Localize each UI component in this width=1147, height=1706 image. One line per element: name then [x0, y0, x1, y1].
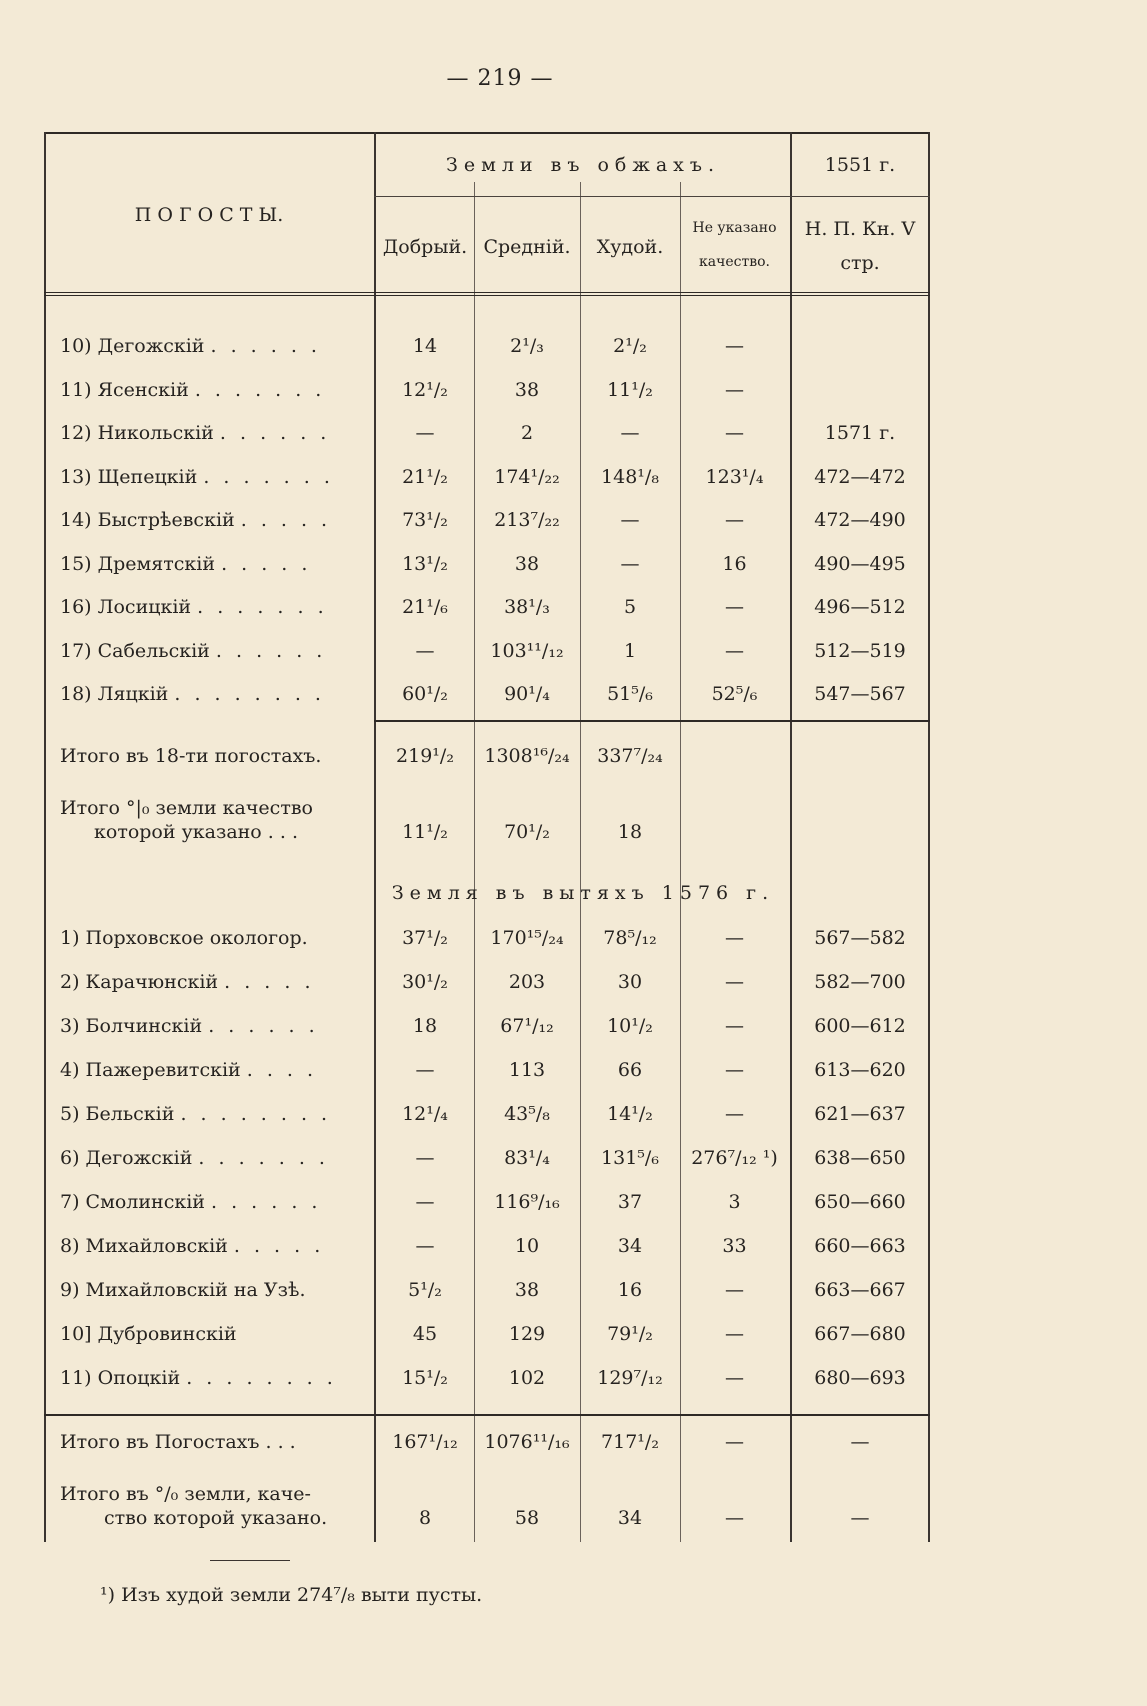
table-row [44, 1094, 930, 1134]
total1-bad: 337⁷/₂₄ [597, 745, 663, 767]
na-value: 16 [722, 552, 747, 575]
ref-value: 512—519 [814, 639, 906, 662]
good-value: 13¹/₂ [402, 552, 448, 575]
pct1-label-line2: которой указано . . . [94, 821, 298, 843]
pct2-ref: — [850, 1507, 870, 1529]
bad-value: 66 [617, 1059, 643, 1081]
total1-good: 219¹/₂ [396, 745, 454, 767]
leader-dots: . . . . . . . . [186, 1367, 337, 1389]
ref-value: 650—660 [814, 1191, 906, 1213]
table-row [44, 1138, 930, 1178]
header-bad: Худой. [596, 236, 664, 258]
ref-value: 490—495 [814, 552, 906, 575]
mid-value: 170¹⁵/₂₄ [490, 927, 564, 949]
total1-mid: 1308¹⁶/₂₄ [484, 745, 570, 767]
pogost-name-text: 7) Смолинскiй [60, 1191, 205, 1213]
na-value: — [725, 1279, 744, 1301]
section2-total-rule [44, 1414, 930, 1416]
total1-row [44, 736, 930, 776]
na-value: 123¹/₄ [705, 465, 764, 488]
na-value: — [725, 1367, 744, 1389]
pct2-bad: 34 [617, 1507, 643, 1529]
good-value: — [415, 1191, 435, 1213]
mid-value: 2¹/₃ [510, 335, 544, 357]
na-value: — [725, 335, 744, 357]
table-row [44, 1050, 930, 1090]
table-row [44, 1270, 930, 1310]
na-value: — [725, 1059, 744, 1081]
pogost-name-text: 2) Карачюнскiй [60, 971, 219, 993]
mid-value: 102 [508, 1367, 546, 1389]
table-row [44, 326, 930, 366]
header-na-line1: Не указано [692, 220, 777, 236]
leader-dots: . . . . . . [219, 422, 331, 444]
pogost-name-text: 5) Бельскiй [60, 1103, 175, 1125]
table-row [44, 962, 930, 1002]
na-value: — [725, 1015, 744, 1037]
land-table [44, 132, 930, 1542]
pct2-good: 8 [418, 1507, 432, 1529]
good-value: 73¹/₂ [402, 509, 448, 531]
pogost-name-text: 11) Опоцкiй [60, 1367, 181, 1389]
na-value: 52⁵/₆ [711, 683, 758, 705]
mid-value: 10 [514, 1235, 540, 1257]
pogost-name-text: 17) Сабельскiй [60, 639, 210, 662]
ref-value: 660—663 [814, 1235, 906, 1257]
bad-value: 37 [617, 1191, 643, 1213]
na-value: — [725, 596, 744, 618]
pogost-name [60, 1270, 400, 1310]
bad-value: 129⁷/₁₂ [597, 1367, 663, 1389]
ref-value: 621—637 [814, 1103, 906, 1125]
total2-na: — [725, 1431, 744, 1453]
mid-value: 103¹¹/₁₂ [490, 639, 564, 662]
leader-dots: . . . . . . . [198, 1147, 329, 1169]
leader-dots: . . . . . . . [203, 465, 334, 488]
table-row [44, 544, 930, 584]
na-value: — [725, 927, 744, 949]
pogost-name [60, 326, 400, 366]
mid-value: 203 [508, 971, 546, 993]
good-value: 5¹/₂ [408, 1279, 442, 1301]
bad-value: 131⁵/₆ [601, 1147, 659, 1169]
mid-value: 38 [514, 1279, 540, 1301]
ref-value: 667—680 [814, 1323, 906, 1345]
pct2-mid: 58 [514, 1507, 540, 1529]
table-row [44, 587, 930, 627]
leader-dots: . . . . . . [208, 1015, 319, 1037]
bad-value: 1 [623, 639, 637, 662]
table-row [44, 1006, 930, 1046]
good-value: 12¹/₂ [402, 378, 448, 401]
header-mid: Среднiй. [483, 236, 571, 258]
ref-value: 1571 г. [824, 422, 896, 444]
pogost-name [60, 1226, 400, 1266]
header-subrule [374, 196, 930, 197]
pogost-name-text: 3) Болчинскiй [60, 1015, 203, 1037]
pct2-na: — [725, 1507, 744, 1529]
header-ref-line1: Н. П. Кн. V [804, 218, 916, 240]
pogost-name-text: 4) Пажеревитскiй [60, 1059, 241, 1081]
footnote: ¹) Изъ худой земли 274⁷/₈ выти пусты. [100, 1584, 483, 1606]
good-value: 18 [412, 1015, 438, 1037]
bad-value: 30 [617, 971, 643, 993]
pogost-name [60, 962, 400, 1002]
pogost-name-text: 8) Михайловскiй [60, 1235, 228, 1257]
table-row [44, 1226, 930, 1266]
pogost-name-text: 18) Ляцкiй [60, 683, 169, 705]
header-ref-line2: стр. [840, 252, 880, 274]
na-value: — [725, 1103, 744, 1125]
pogost-name [60, 1138, 400, 1178]
good-value: — [415, 1059, 435, 1081]
pogost-name-text: 12) Никольскiй [60, 422, 214, 444]
header-pogosty: П О Г О С Т Ы. [134, 204, 284, 226]
na-value: — [725, 971, 744, 993]
table-row [44, 918, 930, 958]
bad-value: 2¹/₂ [613, 335, 647, 357]
total2-label: Итого въ Погостахъ . . . [60, 1431, 296, 1453]
pogost-name [60, 631, 400, 671]
page-number: — 219 — [446, 66, 554, 91]
pogost-name [60, 457, 400, 497]
header-bottom-rule [44, 292, 930, 296]
mid-value: 38 [514, 552, 540, 575]
table-row [44, 1314, 930, 1354]
na-value: — [725, 639, 744, 662]
ref-value: 472—490 [814, 509, 906, 531]
total2-bad: 717¹/₂ [601, 1431, 659, 1453]
leader-dots: . . . . . [224, 971, 315, 993]
na-value: 3 [728, 1191, 741, 1213]
bad-value: 11¹/₂ [607, 378, 653, 401]
mid-value: 213⁷/₂₂ [494, 509, 560, 531]
ref-value: 582—700 [814, 971, 906, 993]
pogost-name [60, 1006, 400, 1046]
pogost-name [60, 1094, 400, 1134]
mid-value: 116⁹/₁₆ [494, 1191, 560, 1213]
mid-value: 113 [508, 1059, 546, 1081]
pogost-name [60, 587, 400, 627]
pct1-label-line1: Итого °|₀ земли качество [60, 797, 313, 819]
pogost-name-text: 1) Порховское окологор. [60, 927, 308, 949]
leader-dots: . . . . . . [211, 1191, 322, 1213]
leader-dots: . . . . . . . [194, 378, 326, 401]
good-value: 12¹/₄ [402, 1103, 448, 1125]
mid-value: 90¹/₄ [504, 683, 550, 705]
na-value: — [725, 378, 744, 401]
bad-value: 51⁵/₆ [607, 683, 653, 705]
mid-value: 2 [520, 422, 534, 444]
pogost-name [60, 1182, 400, 1222]
pogost-name [60, 413, 400, 453]
table-row [44, 631, 930, 671]
pogost-name-text: 6) Дегожскiй [60, 1147, 193, 1169]
na-value: — [725, 422, 744, 444]
mid-value: 38 [514, 378, 540, 401]
na-value: 33 [722, 1235, 747, 1257]
mid-value: 174¹/₂₂ [494, 465, 560, 488]
table-row [44, 413, 930, 453]
bad-value: 5 [623, 596, 637, 618]
ref-value: 547—567 [814, 683, 906, 705]
mid-value: 38¹/₃ [504, 596, 550, 618]
table-row [44, 370, 930, 410]
ref-value: 638—650 [814, 1147, 906, 1169]
table-row [44, 457, 930, 497]
leader-dots: . . . . . . [210, 335, 321, 357]
bad-value: — [620, 552, 640, 575]
ref-value: 496—512 [814, 596, 906, 618]
pogost-name-text: 15) Дремятскiй [60, 552, 216, 575]
pogost-name-text: 13) Щепецкiй [60, 465, 198, 488]
na-value: 276⁷/₁₂ ¹) [691, 1147, 778, 1169]
bad-value: 79¹/₂ [607, 1323, 653, 1345]
good-value: 14 [412, 335, 438, 357]
pogost-name [60, 1050, 400, 1090]
good-value: 30¹/₂ [402, 971, 448, 993]
pogost-name-text: 10) Дегожскiй [60, 335, 205, 357]
section2-title: Земля въ вытяхъ 1576 г. [391, 882, 775, 904]
leader-dots: . . . . . [221, 552, 312, 575]
bad-value: 34 [617, 1235, 643, 1257]
leader-dots: . . . . . . . . [180, 1103, 332, 1125]
good-value: 21¹/₂ [402, 465, 448, 488]
good-value: — [415, 422, 435, 444]
bad-value: 10¹/₂ [607, 1015, 653, 1037]
pogost-name [60, 370, 400, 410]
total2-good: 167¹/₁₂ [392, 1431, 458, 1453]
leader-dots: . . . . . [233, 1235, 325, 1257]
ref-value: 613—620 [814, 1059, 906, 1081]
ref-value: 472—472 [814, 465, 906, 488]
total2-ref: — [850, 1431, 870, 1453]
pct2-label-line1: Итого въ °/₀ земли, каче- [60, 1483, 311, 1505]
pogost-name-text: 16) Лосицкiй [60, 596, 192, 618]
na-value: — [725, 509, 744, 531]
section1-total-rule [374, 720, 930, 722]
mid-value: 129 [508, 1323, 546, 1345]
pogost-name [60, 674, 400, 714]
header-year-1551: 1551 г. [824, 154, 896, 176]
good-value: 37¹/₂ [402, 927, 448, 949]
pct1-good: 11¹/₂ [402, 821, 448, 843]
total2-row [44, 1422, 930, 1462]
mid-value: 67¹/₁₂ [500, 1015, 554, 1037]
leader-dots: . . . . . . . [197, 596, 328, 618]
header-obzhi: Земли въ обжахъ. [446, 154, 720, 176]
pct1-mid: 70¹/₂ [504, 821, 550, 843]
pogost-name [60, 918, 400, 958]
total2-mid: 1076¹¹/₁₆ [484, 1431, 570, 1453]
good-value: — [415, 1235, 435, 1257]
bad-value: 16 [617, 1279, 643, 1301]
good-value: 21¹/₆ [402, 596, 448, 618]
pct1-bad: 18 [617, 821, 643, 843]
pogost-name [60, 500, 400, 540]
pogost-name [60, 1358, 400, 1398]
ref-value: 600—612 [814, 1015, 906, 1037]
good-value: 15¹/₂ [402, 1367, 448, 1389]
bad-value: — [620, 509, 640, 531]
pogost-name-text: 9) Михайловскiй на Узѣ. [60, 1279, 306, 1301]
mid-value: 83¹/₄ [504, 1147, 550, 1169]
pogost-name [60, 1314, 400, 1354]
leader-dots: . . . . . . [215, 639, 327, 662]
good-value: 60¹/₂ [402, 683, 448, 705]
bad-value: 148¹/₈ [601, 465, 659, 488]
table-row [44, 1358, 930, 1398]
good-value: — [415, 1147, 435, 1169]
pogost-name-text: 10] Дубровинскiй [60, 1323, 237, 1345]
pogost-name-text: 11) Ясенскiй [60, 378, 189, 401]
ref-value: 663—667 [814, 1279, 906, 1301]
table-row [44, 674, 930, 714]
header-good: Добрый. [382, 236, 468, 258]
leader-dots: . . . . [246, 1059, 318, 1081]
na-value: — [725, 1323, 744, 1345]
leader-dots: . . . . . . . . [174, 683, 325, 705]
footnote-rule [210, 1560, 290, 1561]
pogost-name-text: 14) Быстрѣевскiй [60, 509, 235, 531]
good-value: — [415, 639, 435, 662]
ref-value: 567—582 [814, 927, 906, 949]
table-row [44, 500, 930, 540]
bad-value: 78⁵/₁₂ [603, 927, 657, 949]
good-value: 45 [412, 1323, 438, 1345]
pct2-label-line2: ство которой указано. [104, 1507, 328, 1529]
ref-value: 680—693 [814, 1367, 906, 1389]
bad-value: — [620, 422, 640, 444]
total1-label: Итого въ 18-ти погостахъ. [60, 745, 322, 767]
bad-value: 14¹/₂ [607, 1103, 653, 1125]
leader-dots: . . . . . [240, 509, 332, 531]
pogost-name [60, 544, 400, 584]
mid-value: 43⁵/₈ [504, 1103, 550, 1125]
table-row [44, 1182, 930, 1222]
table-top-rule [44, 132, 930, 134]
header-na-line2: качество. [699, 254, 770, 270]
